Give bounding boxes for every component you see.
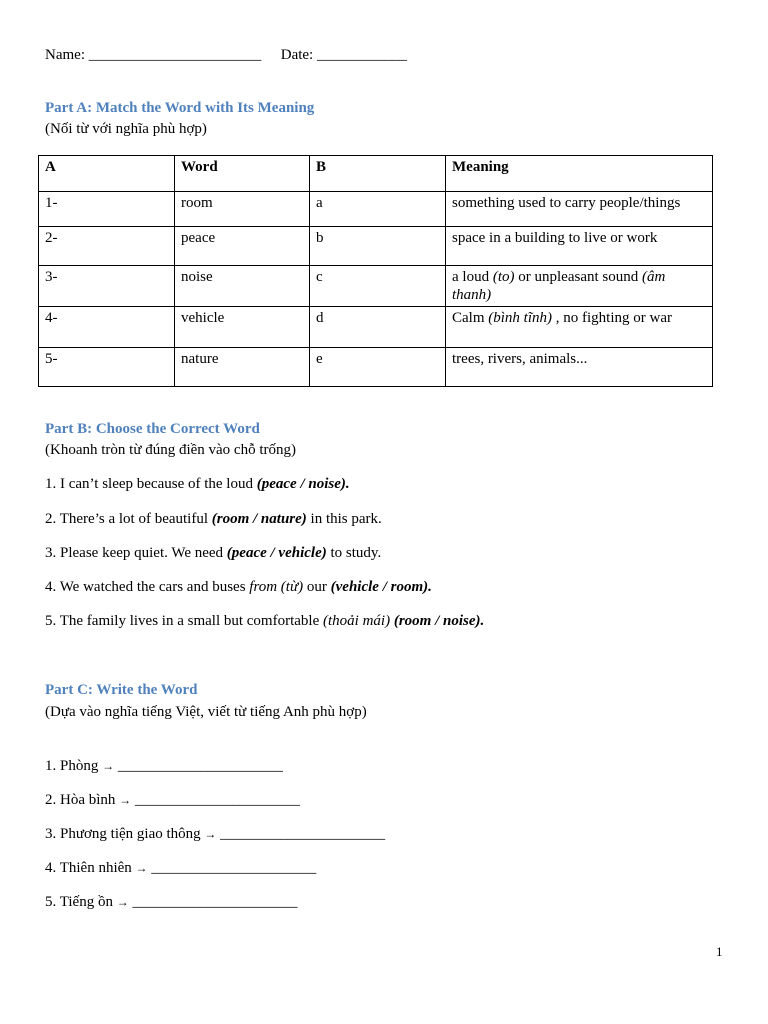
text-run: a loud — [452, 269, 493, 285]
row-meaning — [446, 348, 713, 387]
text-run: , no fighting or war — [552, 310, 672, 326]
item-label: 5. Tiếng ồn — [45, 894, 113, 910]
question-item[interactable] — [45, 613, 484, 630]
row-word: nature — [175, 348, 310, 387]
date-label: Date: — [280, 47, 314, 63]
item-label: 2. Hòa bình — [45, 792, 116, 808]
part-c-title: Part C: Write the Word — [45, 682, 198, 698]
name-blank[interactable]: _______________________ — [88, 47, 262, 63]
name-label: Name: — [45, 47, 85, 63]
text-run: space in a building to live or work — [452, 230, 658, 246]
page-number: 1 — [716, 944, 723, 959]
part-c-subtitle: (Dựa vào nghĩa tiếng Việt, viết từ tiếng Anh phù hợp) — [45, 704, 367, 720]
row-number: 1- — [39, 192, 175, 227]
table-header-row — [39, 156, 713, 192]
translation-item — [45, 792, 300, 809]
translation-item — [45, 894, 297, 911]
item-label: 3. Phương tiện giao thông — [45, 826, 201, 842]
translation-item — [45, 860, 316, 877]
text-run: to study. — [326, 545, 382, 561]
part-a-subtitle: (Nối từ với nghĩa phù hợp) — [45, 121, 207, 137]
text-run: (room / nature) — [211, 511, 307, 527]
text-run: (peace / noise). — [256, 476, 350, 492]
text-run: something used to carry people/things — [452, 195, 681, 211]
translation-item — [45, 758, 283, 775]
row-meaning — [446, 307, 713, 348]
text-run: 5. The family lives in a small but comfortable — [45, 613, 323, 629]
row-number: 3- — [39, 266, 175, 307]
row-letter: c — [310, 266, 446, 307]
row-number: 5- — [39, 348, 175, 387]
text-run: (âm thanh) — [452, 269, 666, 303]
row-word: vehicle — [175, 307, 310, 348]
row-meaning — [446, 266, 713, 307]
question-item[interactable] — [45, 476, 350, 493]
row-number: 4- — [39, 307, 175, 348]
question-item[interactable] — [45, 511, 382, 528]
text-run: from (từ) — [249, 579, 304, 595]
table-row — [39, 192, 713, 227]
item-label: 4. Thiên nhiên — [45, 860, 132, 876]
date-blank[interactable]: ____________ — [316, 47, 407, 63]
answer-blank[interactable]: ______________________ — [134, 792, 300, 808]
part-a-title: Part A: Match the Word with Its Meaning — [45, 100, 315, 116]
row-number: 2- — [39, 227, 175, 266]
arrow-icon: → — [102, 759, 115, 773]
table-row — [39, 227, 713, 266]
row-letter: e — [310, 348, 446, 387]
text-run: trees, rivers, animals... — [452, 351, 588, 367]
header-a: A — [39, 156, 175, 192]
text-run: (room / noise). — [393, 613, 485, 629]
text-run: (peace / vehicle) — [226, 545, 327, 561]
question-item[interactable] — [45, 545, 381, 562]
row-letter: d — [310, 307, 446, 348]
row-word: noise — [175, 266, 310, 307]
arrow-icon: → — [116, 895, 129, 909]
table-row — [39, 348, 713, 387]
answer-blank[interactable]: ______________________ — [151, 860, 317, 876]
text-run: 1. I can’t sleep because of the loud — [45, 476, 257, 492]
answer-blank[interactable]: ______________________ — [117, 758, 283, 774]
row-letter: b — [310, 227, 446, 266]
row-letter: a — [310, 192, 446, 227]
answer-blank[interactable]: ______________________ — [132, 894, 298, 910]
text-run: 3. Please keep quiet. We need — [45, 545, 227, 561]
row-word: peace — [175, 227, 310, 266]
header-meaning: Meaning — [446, 156, 713, 192]
text-run: (vehicle / room). — [330, 579, 432, 595]
header-b: B — [310, 156, 446, 192]
item-label: 1. Phòng — [45, 758, 99, 774]
row-meaning — [446, 192, 713, 227]
text-run: (to) — [492, 269, 515, 285]
arrow-icon: → — [119, 793, 132, 807]
text-run: in this park. — [306, 511, 382, 527]
part-b-subtitle: (Khoanh tròn từ đúng điền vào chỗ trống) — [45, 442, 296, 458]
text-run: (thoải mái) — [323, 613, 391, 629]
header-word: Word — [175, 156, 310, 192]
text-run: Calm — [452, 310, 489, 326]
table-row — [39, 266, 713, 307]
row-meaning — [446, 227, 713, 266]
name-date-line — [45, 47, 407, 64]
text-run: (bình tĩnh) — [488, 310, 552, 326]
part-b-title: Part B: Choose the Correct Word — [45, 421, 260, 437]
text-run: 2. There’s a lot of beautiful — [45, 511, 212, 527]
question-item[interactable] — [45, 579, 432, 596]
translation-item — [45, 826, 385, 843]
row-word: room — [175, 192, 310, 227]
text-run: or unpleasant sound — [514, 269, 642, 285]
arrow-icon: → — [135, 861, 148, 875]
matching-table — [38, 155, 713, 387]
text-run: 4. We watched the cars and buses — [45, 579, 250, 595]
text-run: our — [303, 579, 331, 595]
arrow-icon: → — [204, 827, 217, 841]
answer-blank[interactable]: ______________________ — [220, 826, 386, 842]
table-row — [39, 307, 713, 348]
